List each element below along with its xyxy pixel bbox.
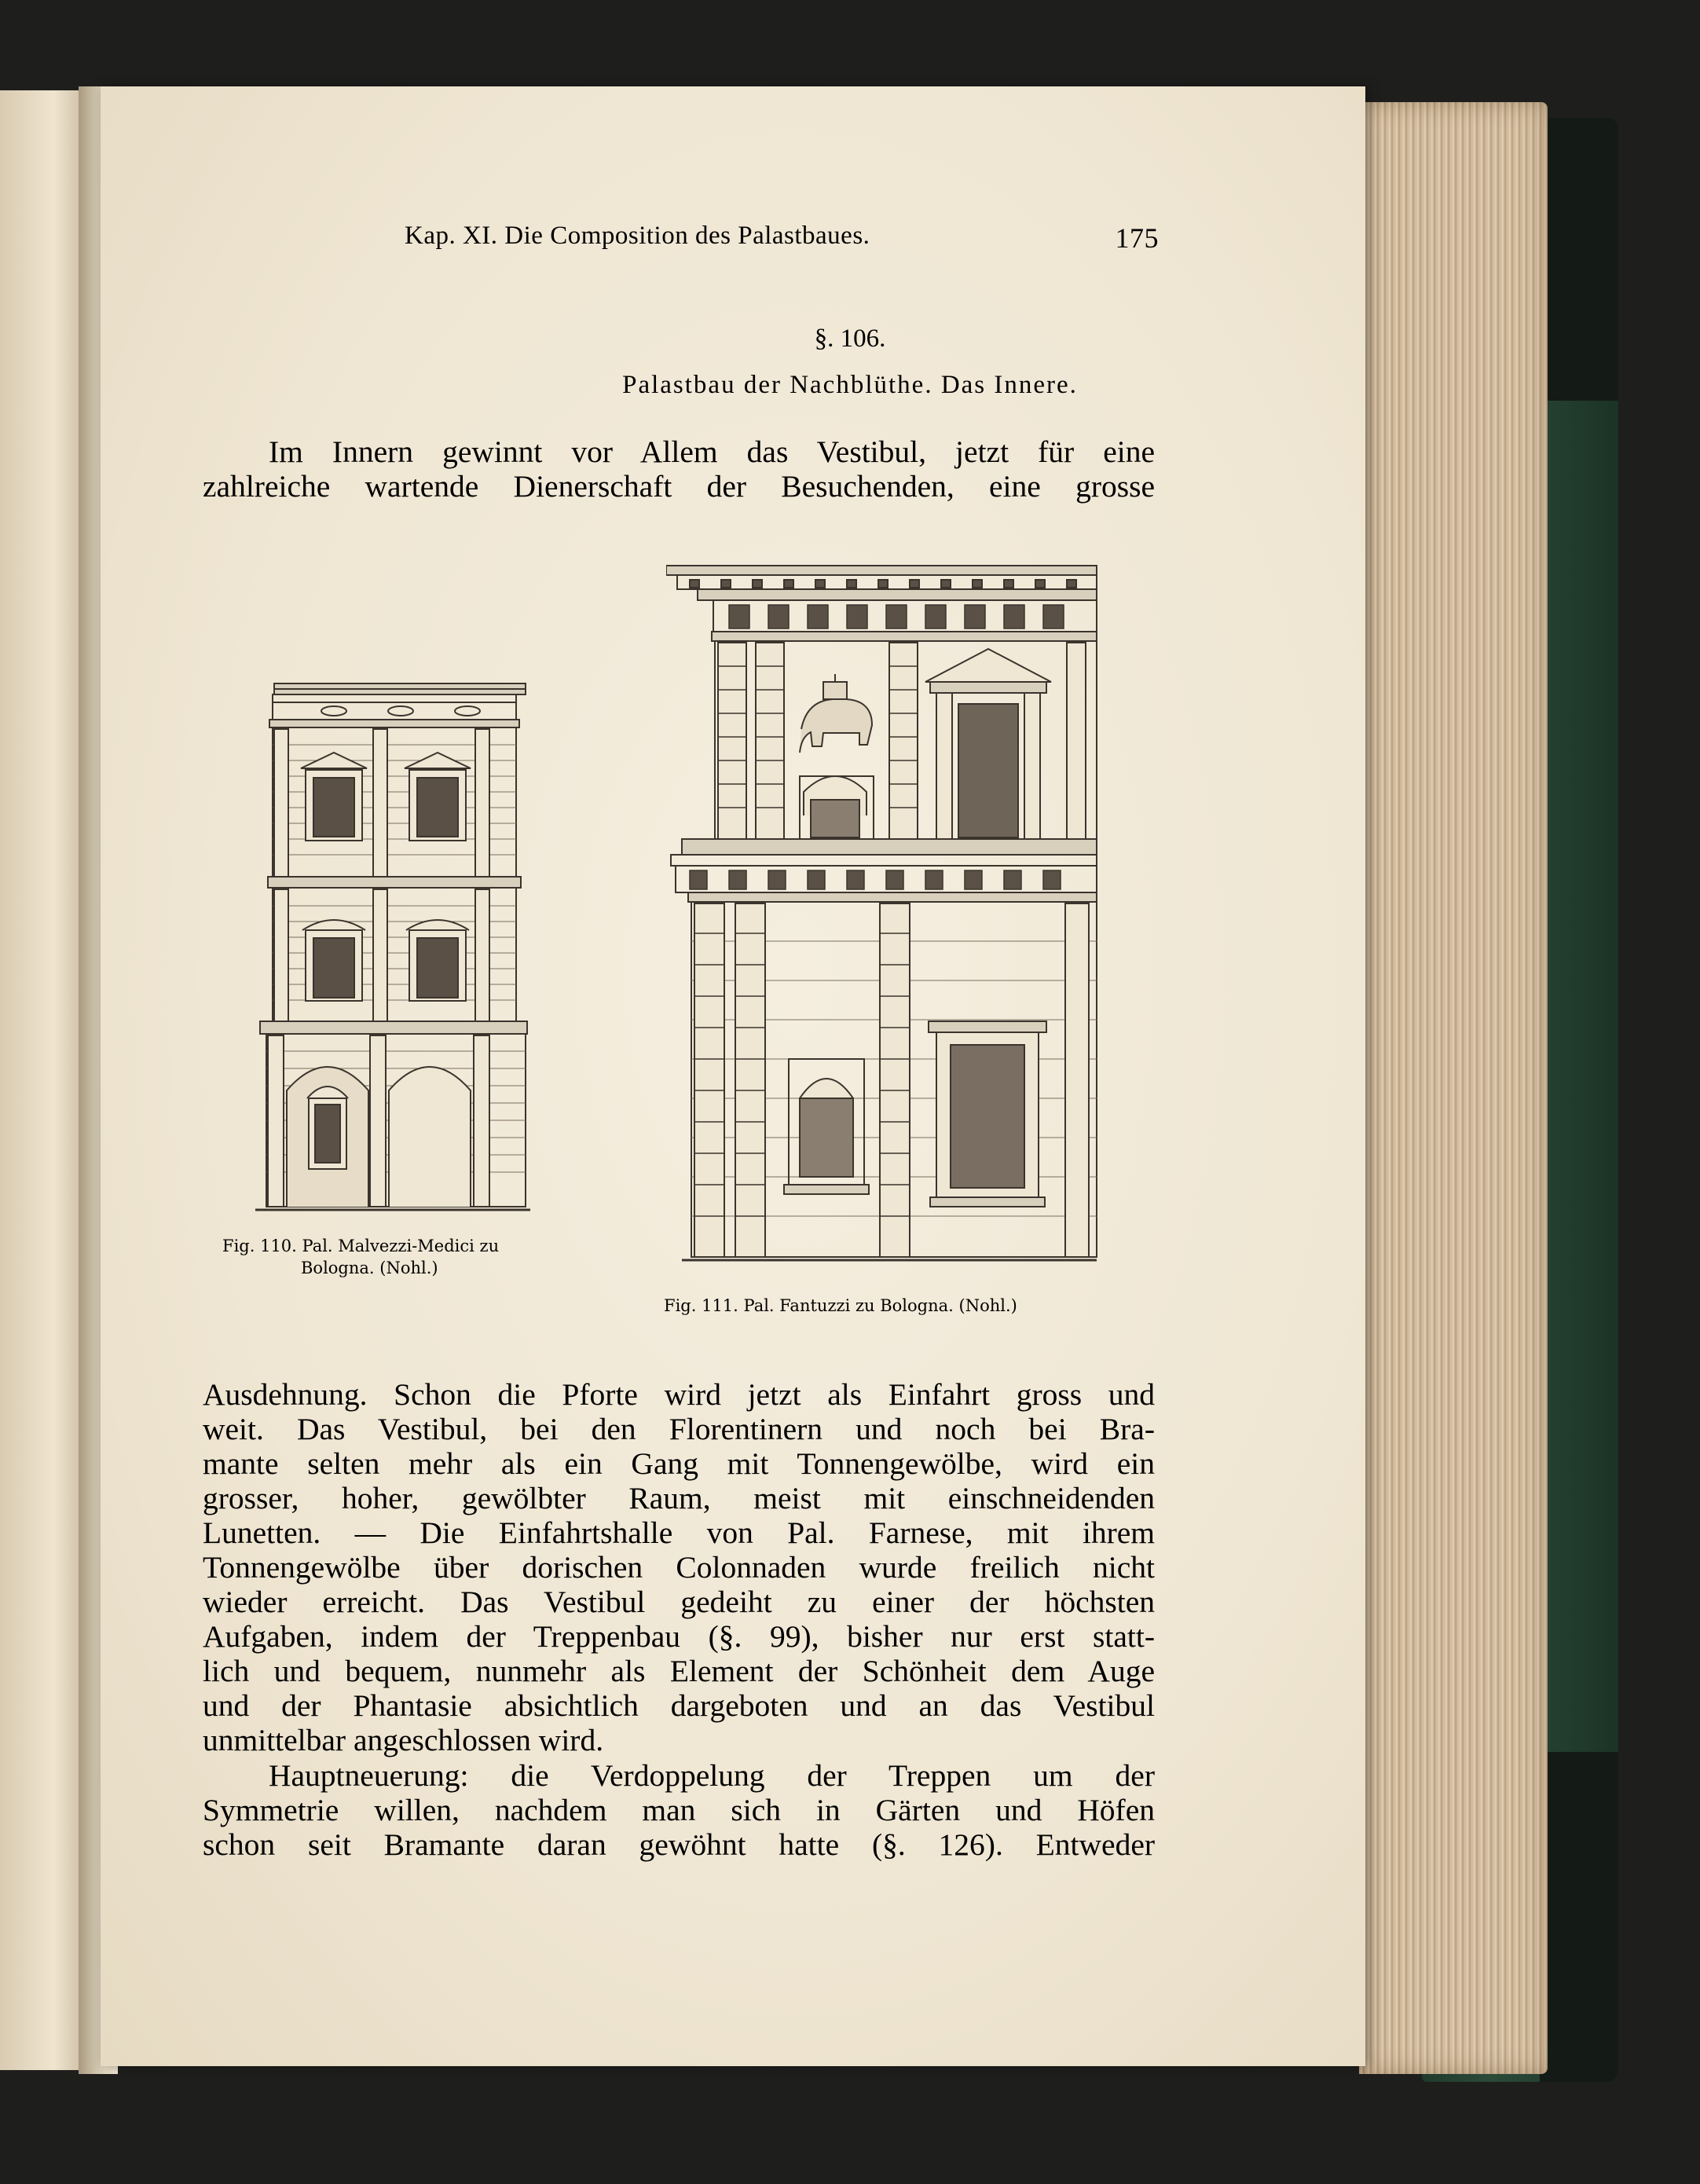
text-line: schon seit Bramante daran gewöhnt hatte (§. 126). Entweder [203,1827,1155,1862]
section-title: Palastbau der Nachblüthe. Das Innere. [622,371,1078,399]
figure-110-illustration [255,682,530,1216]
figure-111-caption [664,1295,1167,1317]
text-line: unmittelbar angeschlossen wird. [203,1723,604,1757]
caption-line: Fig. 110. Pal. Malvezzi-Medici zu [222,1237,500,1255]
text-line: Lunetten. — Die Einfahrtshalle von Pal. Farnese, mit ihrem [203,1515,1155,1550]
text-line: Ausdehnung. Schon die Pforte wird jetzt als Einfahrt gross und [203,1377,1155,1412]
caption-line: Bologna. (Nohl.) [301,1259,438,1277]
text-line: mante selten mehr als ein Gang mit Tonnengewölbe, wird ein [203,1446,1155,1481]
page-number: 175 [1115,222,1159,254]
running-head [405,222,1159,261]
section-number: §. 106. [814,324,886,353]
text-line: Im Innern gewinnt vor Allem das Vestibul, jetzt für eine [269,434,1155,469]
text-line: zahlreiche wartende Dienerschaft der Besuchenden, eine grosse [203,469,1155,504]
paragraph-2 [203,1377,1155,1757]
running-head-title: Kap. XI. Die Composition des Palastbaues. [405,222,870,250]
text-line: und der Phantasie absichtlich dargeboten und an das Vestibul [203,1688,1155,1723]
text-line: lich und bequem, nunmehr als Element der Schönheit dem Auge [203,1654,1155,1688]
figure-111-illustration [666,564,1098,1271]
figure-110-caption [222,1235,568,1279]
cover-corner-top [1540,118,1618,401]
caption-line: Fig. 111. Pal. Fantuzzi zu Bologna. (Nohl.) [664,1296,1017,1315]
paragraph-3 [203,1758,1155,1862]
text-line: Aufgaben, indem der Treppenbau (§. 99), bisher nur erst statt- [203,1619,1155,1654]
text-line: grosser, hoher, gewölbter Raum, meist mit einschneidenden [203,1481,1155,1515]
text-line: wieder erreicht. Das Vestibul gedeiht zu einer der höchsten [203,1585,1155,1619]
text-line: Hauptneuerung: die Verdoppelung der Treppen um der [269,1758,1155,1793]
paragraph-1 [203,434,1155,504]
cover-corner-bottom [1540,1752,1618,2082]
text-line: weit. Das Vestibul, bei den Florentinern und noch bei Bra- [203,1412,1155,1446]
text-line: Symmetrie willen, nachdem man sich in Gärten und Höfen [203,1793,1155,1827]
text-line: Tonnengewölbe über dorischen Colonnaden wurde freilich nicht [203,1550,1155,1585]
